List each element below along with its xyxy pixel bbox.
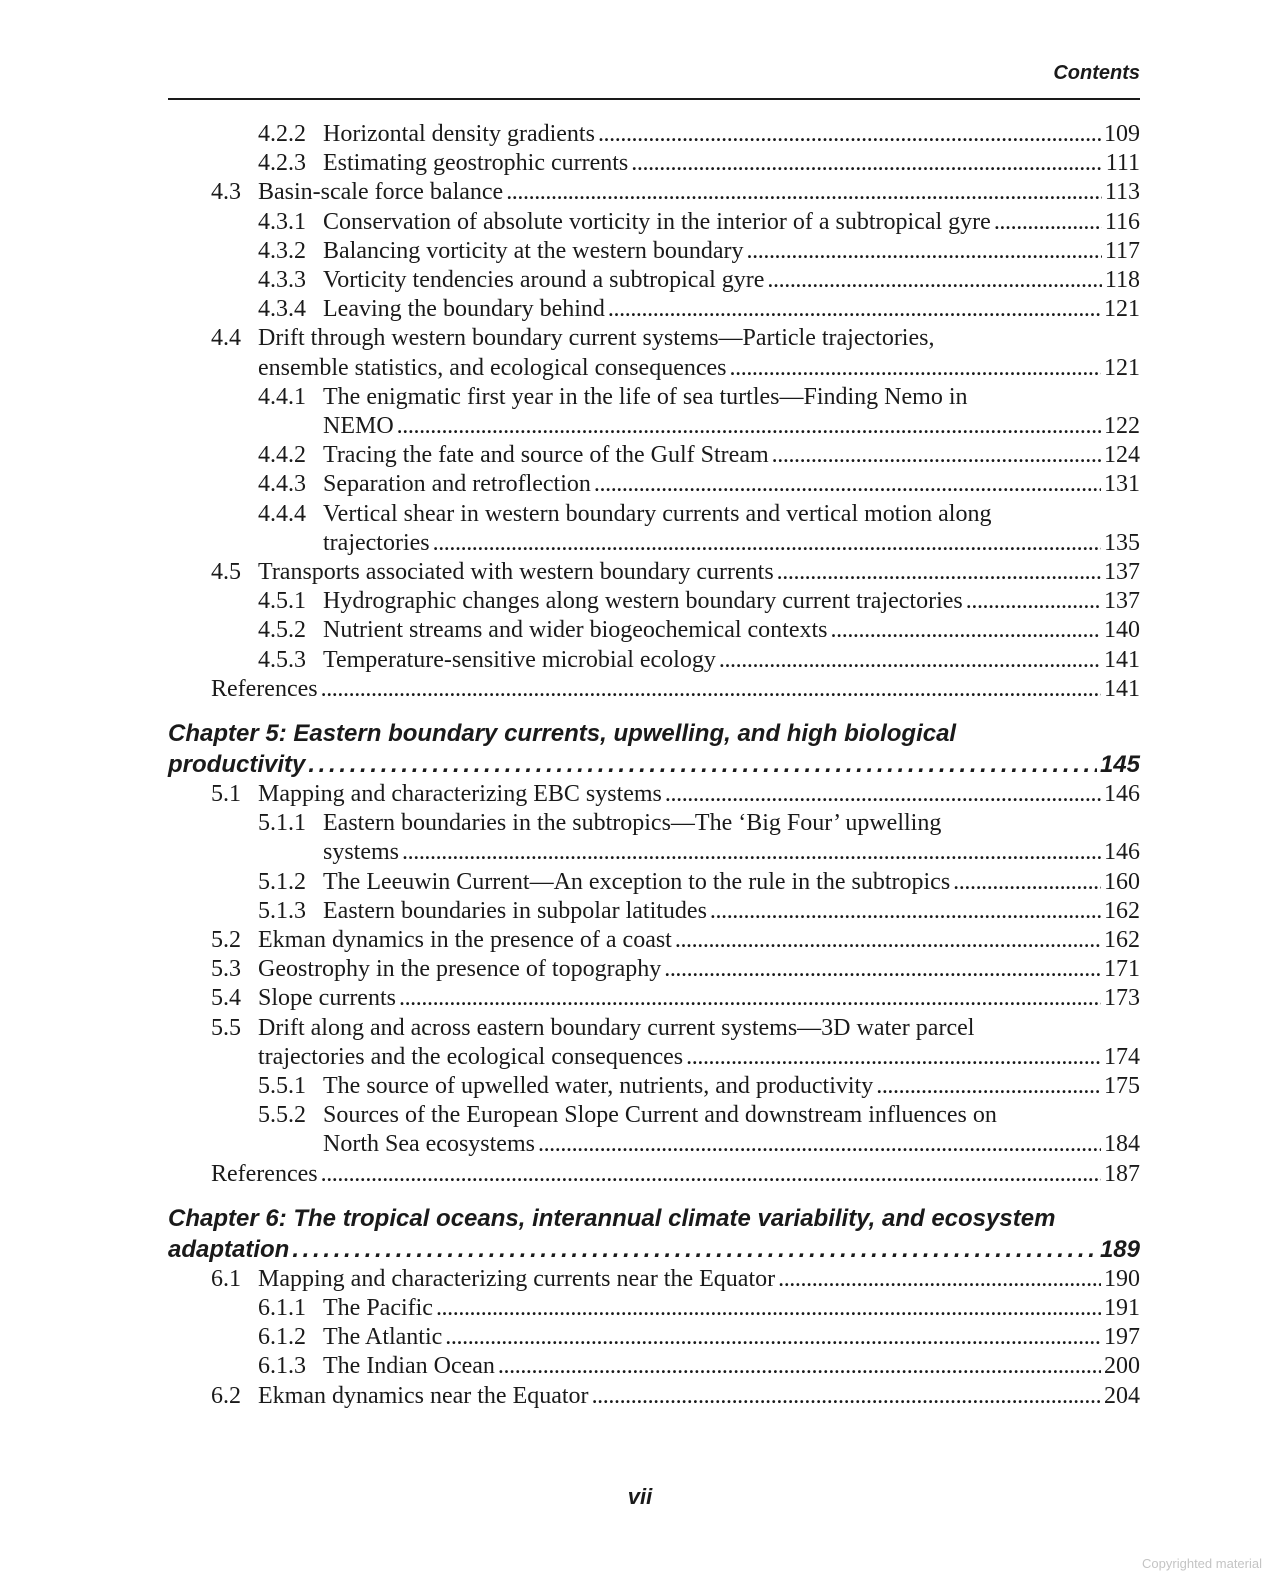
entry-title: Sources of the European Slope Current and downstream influences on (323, 1102, 997, 1129)
toc-entry (168, 470, 1140, 499)
toc-entry (168, 178, 1140, 207)
leader-dots (664, 955, 1101, 984)
entry-line (323, 1352, 1140, 1381)
section-number: 4.5.2 (258, 617, 306, 644)
leader-dots (730, 354, 1101, 383)
page-number: 135 (1104, 529, 1140, 556)
entry-title: The Pacific (323, 1295, 433, 1321)
entry-title: Estimating geostrophic currents (323, 150, 629, 177)
entry-line (323, 809, 1140, 838)
entry-title: Geostrophy in the presence of topography (258, 956, 662, 983)
toc-entry (168, 897, 1140, 926)
section-number: 5.1.1 (258, 810, 306, 837)
leader-dots (994, 208, 1102, 237)
entry-line (168, 1203, 1140, 1234)
toc-entry (168, 237, 1140, 266)
section-number: 4.5.3 (258, 646, 306, 673)
page-number: 160 (1104, 868, 1140, 895)
toc-entry (168, 412, 1140, 441)
toc-entry (168, 780, 1140, 809)
section-number: 4.4.3 (258, 471, 306, 498)
toc-entry (168, 616, 1140, 645)
page-number: 204 (1104, 1382, 1140, 1409)
entry-title: Mapping and characterizing currents near the Equator (258, 1265, 776, 1292)
section-number: 5.1.3 (258, 897, 306, 924)
section-number: 6.1.3 (258, 1353, 306, 1380)
page-number: 190 (1104, 1265, 1140, 1292)
toc-entry (168, 868, 1140, 897)
leader-dots (966, 587, 1101, 616)
entry-line (258, 1265, 1140, 1294)
entry-line (258, 780, 1140, 809)
page-folio: vii (627, 1484, 653, 1509)
leader-dots (436, 1294, 1101, 1323)
entry-title: Horizontal density gradients (323, 121, 595, 147)
leader-dots (594, 470, 1101, 499)
section-number: 5.1 (211, 781, 241, 807)
entry-title: References (211, 1160, 318, 1187)
page-number: 141 (1104, 646, 1140, 673)
page-number: 113 (1104, 179, 1140, 206)
toc-entry (168, 441, 1140, 470)
page-number: 137 (1104, 559, 1140, 585)
toc-entry (168, 809, 1140, 838)
entry-line (211, 675, 1140, 704)
entry-title: Tracing the fate and source of the Gulf Stream (323, 442, 769, 469)
leader-dots (538, 1130, 1101, 1159)
header-rule (168, 98, 1140, 100)
section-number: 4.5 (211, 559, 241, 585)
toc-entry (168, 120, 1140, 149)
entry-title: The source of upwelled water, nutrients, and productivity (323, 1073, 874, 1099)
entry-title: Temperature-sensitive microbial ecology (323, 646, 716, 673)
entry-line (323, 868, 1140, 897)
leader-dots (506, 178, 1102, 207)
entry-line (323, 616, 1140, 645)
leader-dots (308, 749, 1097, 780)
entry-title: Vertical shear in western boundary currents and vertical motion along (323, 500, 992, 527)
section-number: 5.1.2 (258, 868, 306, 895)
toc-entry (168, 1130, 1140, 1159)
entry-title: Leaving the boundary behind (323, 296, 605, 323)
entry-line (323, 838, 1140, 867)
section-number: 5.5.2 (258, 1102, 306, 1129)
leader-dots (598, 120, 1101, 149)
entry-title: systems (323, 839, 400, 866)
entry-title: The enigmatic first year in the life of sea turtles—Finding Nemo in (323, 383, 968, 410)
toc-entry (168, 955, 1140, 984)
entry-title: Vorticity tendencies around a subtropical gyre (323, 267, 765, 293)
section-number: 6.2 (211, 1382, 241, 1409)
leader-dots (631, 149, 1103, 178)
entry-line (258, 178, 1140, 207)
entry-line (323, 441, 1140, 470)
toc-entry (168, 1382, 1140, 1411)
section-number: 5.2 (211, 927, 241, 953)
page-number: 141 (1104, 675, 1140, 702)
leader-dots (747, 237, 1102, 266)
section-number: 5.4 (211, 985, 241, 1012)
toc-entry (168, 500, 1140, 529)
entry-line (323, 383, 1140, 412)
page-number: 145 (1099, 751, 1140, 778)
leader-dots (710, 897, 1101, 926)
page-number: 122 (1104, 413, 1140, 439)
page-number: 173 (1104, 985, 1140, 1012)
entry-line (211, 1160, 1140, 1189)
chapter-heading (168, 1234, 1140, 1265)
section-number: 4.4.1 (258, 383, 306, 410)
entry-line (258, 354, 1140, 383)
entry-line (258, 984, 1140, 1013)
section-number: 6.1.1 (258, 1295, 306, 1321)
section-number: 4.3.2 (258, 237, 306, 264)
page-number: 140 (1104, 617, 1140, 644)
entry-line (258, 955, 1140, 984)
entry-title: The Indian Ocean (323, 1353, 495, 1380)
leader-dots (778, 1265, 1101, 1294)
entry-title: Basin-scale force balance (258, 179, 504, 206)
leader-dots (292, 1234, 1097, 1265)
toc-entry (168, 1160, 1140, 1189)
page-number: 162 (1104, 897, 1140, 924)
page-number: 137 (1104, 588, 1140, 615)
leader-dots (321, 675, 1101, 704)
page-number: 121 (1104, 296, 1140, 323)
entry-line (323, 295, 1140, 324)
page-number: 131 (1104, 471, 1140, 498)
entry-title: Drift along and across eastern boundary current systems—3D water parcel (258, 1014, 975, 1041)
leader-dots (953, 868, 1101, 897)
toc-entry (168, 1352, 1140, 1381)
entry-title: The Atlantic (323, 1324, 443, 1351)
entry-line (323, 1101, 1140, 1130)
leader-dots (665, 780, 1101, 809)
leader-dots (399, 984, 1101, 1013)
leader-dots (767, 266, 1101, 295)
entry-line (258, 926, 1140, 955)
entry-title: Hydrographic changes along western boundary current trajectories (323, 588, 963, 615)
section-number: 4.4.4 (258, 500, 306, 527)
entry-line (323, 897, 1140, 926)
entry-line (258, 1043, 1140, 1072)
page-number: 116 (1104, 208, 1140, 235)
page-number: 124 (1104, 442, 1140, 469)
toc-entry (168, 1072, 1140, 1101)
toc-entry (168, 1043, 1140, 1072)
toc-entry (168, 1101, 1140, 1130)
section-number: 4.3.1 (258, 208, 306, 235)
toc-entry (168, 324, 1140, 353)
chapter-title: Chapter 6: The tropical oceans, interannual climate variability, and ecosystem (168, 1204, 1056, 1232)
entry-title: Eastern boundaries in the subtropics—The ‘Big Four’ upwelling (323, 810, 942, 837)
chapter-heading (168, 718, 1140, 749)
entry-line (258, 558, 1140, 587)
section-number: 4.3.4 (258, 296, 306, 323)
entry-line (323, 266, 1140, 295)
chapter-heading (168, 1203, 1140, 1234)
copyright-watermark: Copyrighted material (1142, 1556, 1262, 1571)
section-number: 4.2.3 (258, 150, 306, 177)
toc-entry (168, 383, 1140, 412)
leader-dots (321, 1160, 1101, 1189)
toc-entry (168, 208, 1140, 237)
leader-dots (831, 616, 1101, 645)
toc-entry (168, 529, 1140, 558)
entry-line (323, 120, 1140, 149)
entry-title: Separation and retroflection (323, 471, 591, 498)
page-number: 117 (1104, 237, 1140, 264)
entry-title: References (211, 675, 318, 702)
entry-line (168, 718, 1140, 749)
entry-line (323, 1294, 1140, 1323)
leader-dots (608, 295, 1101, 324)
section-number: 5.5.1 (258, 1073, 306, 1099)
page-number: 174 (1104, 1043, 1140, 1070)
toc-entry (168, 558, 1140, 587)
leader-dots (686, 1043, 1101, 1072)
toc-entry (168, 984, 1140, 1013)
section-number: 4.2.2 (258, 121, 306, 147)
entry-title: Ekman dynamics near the Equator (258, 1382, 589, 1409)
entry-line (323, 237, 1140, 266)
page-number: 111 (1105, 150, 1140, 177)
leader-dots (719, 646, 1101, 675)
leader-dots (876, 1072, 1101, 1101)
leader-dots (445, 1323, 1101, 1352)
entry-title: Conservation of absolute vorticity in the interior of a subtropical gyre (323, 208, 991, 235)
toc-entry (168, 1323, 1140, 1352)
section-number: 6.1.2 (258, 1324, 306, 1351)
page-number: 118 (1104, 267, 1140, 293)
chapter-title: Chapter 5: Eastern boundary currents, upwelling, and high biological (168, 720, 957, 747)
page-number: 184 (1104, 1131, 1140, 1158)
leader-dots (402, 838, 1101, 867)
entry-title: Drift through western boundary current systems—Particle trajectories, (258, 325, 935, 352)
toc-entry (168, 1014, 1140, 1043)
section-number: 4.4.2 (258, 442, 306, 469)
toc-entry (168, 646, 1140, 675)
entry-title: Eastern boundaries in subpolar latitudes (323, 897, 707, 924)
entry-line (168, 1234, 1140, 1265)
running-head: Contents (1053, 62, 1140, 84)
entry-line (323, 208, 1140, 237)
section-number: 4.4 (211, 325, 241, 352)
entry-line (258, 1382, 1140, 1411)
entry-title: North Sea ecosystems (323, 1131, 535, 1158)
page-number: 146 (1104, 839, 1140, 866)
entry-title: trajectories (323, 529, 430, 556)
section-number: 4.5.1 (258, 588, 306, 615)
section-number: 5.3 (211, 956, 241, 983)
leader-dots (777, 558, 1101, 587)
leader-dots (772, 441, 1101, 470)
chapter-heading (168, 749, 1140, 780)
entry-title: ensemble statistics, and ecological consequences (258, 354, 727, 381)
entry-line (323, 1072, 1140, 1101)
entry-title: NEMO (323, 413, 394, 439)
leader-dots (498, 1352, 1101, 1381)
entry-title: Nutrient streams and wider biogeochemical contexts (323, 617, 828, 644)
entry-line (168, 749, 1140, 780)
section-number: 6.1 (211, 1265, 241, 1292)
entry-title: Slope currents (258, 985, 396, 1012)
entry-line (258, 324, 1140, 353)
page-number: 171 (1104, 956, 1140, 983)
entry-line (323, 1323, 1140, 1352)
section-number: 4.3 (211, 179, 241, 206)
toc-entry (168, 149, 1140, 178)
chapter-title: productivity (168, 751, 306, 778)
entry-line (323, 412, 1140, 441)
page-number: 109 (1104, 121, 1140, 147)
toc-entry (168, 295, 1140, 324)
entry-title: Balancing vorticity at the western boundary (323, 237, 744, 264)
toc-entry (168, 1265, 1140, 1294)
page-number: 121 (1104, 354, 1140, 381)
section-number: 5.5 (211, 1014, 241, 1041)
leader-dots (592, 1382, 1101, 1411)
toc-entry (168, 266, 1140, 295)
entry-title: Mapping and characterizing EBC systems (258, 781, 662, 807)
entry-line (323, 587, 1140, 616)
chapter-title: adaptation (168, 1235, 290, 1263)
entry-title: Ekman dynamics in the presence of a coast (258, 927, 672, 953)
toc-entry (168, 926, 1140, 955)
entry-title: Transports associated with western boundary currents (258, 559, 774, 585)
entry-line (323, 646, 1140, 675)
entry-line (258, 1014, 1140, 1043)
page-number: 189 (1099, 1235, 1140, 1263)
page-number: 200 (1104, 1353, 1140, 1380)
page-number: 191 (1104, 1295, 1140, 1321)
entry-line (323, 470, 1140, 499)
toc-entry (168, 1294, 1140, 1323)
toc-entry (168, 354, 1140, 383)
entry-line (323, 529, 1140, 558)
page-number: 187 (1104, 1160, 1140, 1187)
page-number: 162 (1104, 927, 1140, 953)
toc-entry (168, 587, 1140, 616)
leader-dots (433, 529, 1101, 558)
toc-entry (168, 838, 1140, 867)
page-number: 146 (1104, 781, 1140, 807)
page-number: 197 (1104, 1324, 1140, 1351)
entry-line (323, 500, 1140, 529)
entry-title: The Leeuwin Current—An exception to the rule in the subtropics (323, 868, 951, 895)
entry-line (323, 149, 1140, 178)
entry-line (323, 1130, 1140, 1159)
leader-dots (675, 926, 1101, 955)
page-number: 175 (1104, 1073, 1140, 1099)
entry-title: trajectories and the ecological consequences (258, 1043, 684, 1070)
section-number: 4.3.3 (258, 267, 306, 293)
leader-dots (397, 412, 1101, 441)
toc-entry (168, 675, 1140, 704)
